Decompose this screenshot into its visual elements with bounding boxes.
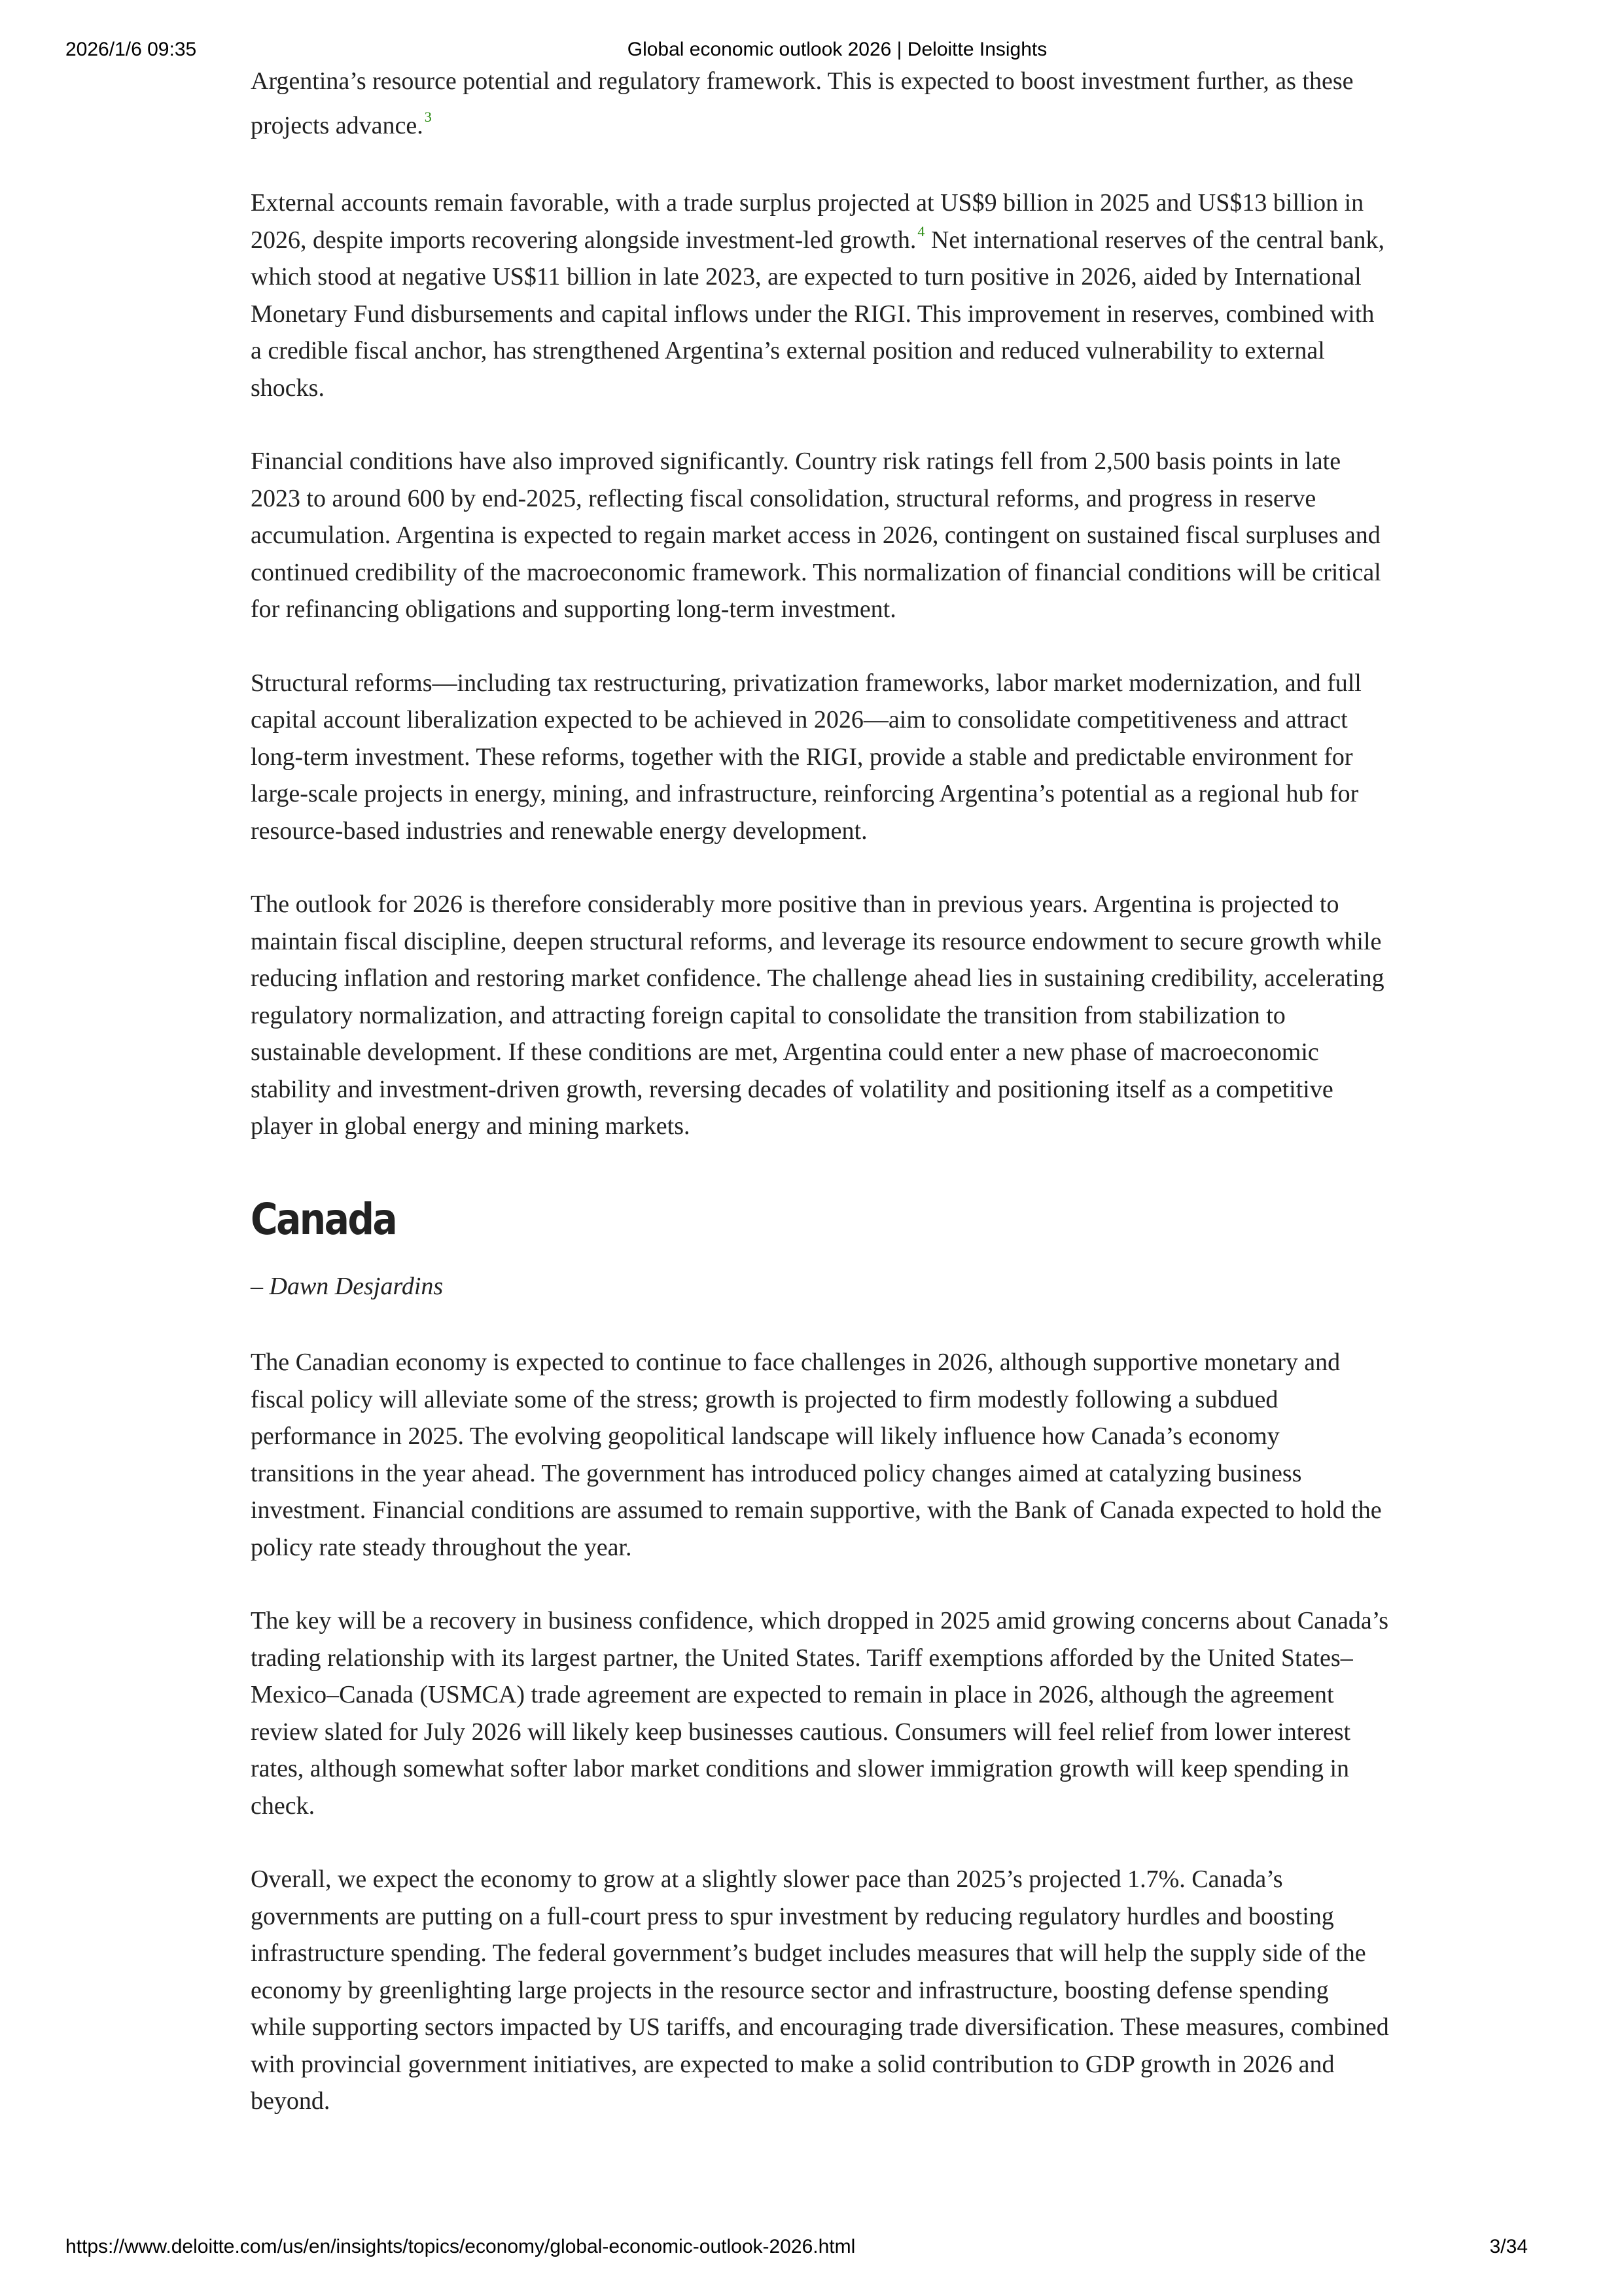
print-page-title: Global economic outlook 2026 | Deloitte Insights bbox=[627, 39, 1048, 60]
section-heading-canada: Canada bbox=[251, 1193, 397, 1245]
paragraph-canada-business-confidence: The key will be a recovery in business confidence, which dropped in 2025 amid growing concerns about Canada’s trading relationship with its largest partner, the United States. Tariff exemptions afforded by the United States–Mexico–Canada (USMCA) trade agreement are expected to remain in place in 2026, although the agreement review slated for July 2026 will likely keep businesses cautious. Consumers will feel relief from lower interest rates, although somewhat softer labor market conditions and slower immigration growth will keep spending in check. bbox=[251, 1607, 1389, 1820]
paragraph-text: Net international reserves of the central bank, which stood at negative US$11 billion in late 2023, are expected to turn positive in 2026, aided by International Monetary Fund disbursements and capital inflows under the RIGI. This improvement in reserves, combined with a credible fiscal anchor, has strengthened Argentina’s external position and reduced vulnerability to external shocks. bbox=[251, 226, 1385, 402]
print-source-url: https://www.deloitte.com/us/en/insights/topics/economy/global-economic-outlook-2026.html bbox=[65, 2236, 856, 2257]
footnote-link-4[interactable]: 4 bbox=[917, 222, 925, 239]
article-body bbox=[251, 59, 1389, 2157]
paragraph-canada-economy: The Canadian economy is expected to continue to face challenges in 2026, although supportive monetary and fiscal policy will alleviate some of the stress; growth is projected to firm modestly following a subdued performance in 2025. The evolving geopolitical landscape will likely influence how Canada’s economy transitions in the year ahead. The government has introduced policy changes aimed at catalyzing business investment. Financial conditions are assumed to remain supportive, with the Bank of Canada expected to hold the policy rate steady throughout the year. bbox=[251, 1349, 1382, 1561]
paragraph-argentina-outlook: The outlook for 2026 is therefore considerably more positive than in previous years. Argentina is projected to maintain fiscal discipline, deepen structural reforms, and leverage its resource endowment to secure growth while reducing inflation and restoring market confidence. The challenge ahead lies in sustaining credibility, accelerating regulatory normalization, and attracting foreign capital to consolidate the transition from stabilization to sustainable development. If these conditions are met, Argentina could enter a new phase of macroeconomic stability and investment-driven growth, reversing decades of volatility and positioning itself as a competitive player in global energy and mining markets. bbox=[251, 891, 1384, 1140]
footnote-link-3[interactable]: 3 bbox=[424, 109, 432, 126]
paragraph-text: External accounts remain favorable, with a trade surplus projected at US$9 billion in 2025 and US$13 billion in 2026, despite imports recovering alongside investment-led growth. bbox=[251, 189, 1364, 254]
page-number: 3/34 bbox=[1489, 2236, 1528, 2257]
print-datetime: 2026/1/6 09:35 bbox=[65, 39, 197, 60]
paragraph-argentina-resource bbox=[251, 59, 1389, 148]
author-byline: – Dawn Desjardins bbox=[251, 1272, 444, 1300]
print-footer bbox=[0, 2235, 1622, 2261]
paragraph-argentina-external-accounts bbox=[251, 185, 1389, 406]
paragraph-argentina-financial-conditions: Financial conditions have also improved significantly. Country risk ratings fell from 2,500 basis points in late 2023 to around 600 by end-2025, reflecting fiscal consolidation, structural reforms, and progress in reserve accumulation. Argentina is expected to regain market access in 2026, contingent on sustained fiscal surpluses and continued credibility of the macroeconomic framework. This normalization of financial conditions will be critical for refinancing obligations and supporting long-term investment. bbox=[251, 448, 1381, 623]
paragraph-text: Argentina’s resource potential and regulatory framework. This is expected to boost investment further, as these projects advance. bbox=[251, 67, 1354, 139]
paragraph-canada-growth-outlook: Overall, we expect the economy to grow at a slightly slower pace than 2025’s projected 1.7%. Canada’s governments are putting on a full-court press to spur investment by reducing regulatory hurdles and boosting infrastructure spending. The federal government’s budget includes measures that will help the supply side of the economy by greenlighting large projects in the resource sector and infrastructure, boosting defense spending while supporting sectors impacted by US tariffs, and encouraging trade diversification. These measures, combined with provincial government initiatives, are expected to make a solid contribution to GDP growth in 2026 and beyond. bbox=[251, 1865, 1389, 2115]
paragraph-argentina-structural-reforms: Structural reforms—including tax restructuring, privatization frameworks, labor market modernization, and full capital account liberalization expected to be achieved in 2026—aim to consolidate competitiveness and attract long-term investment. These reforms, together with the RIGI, provide a stable and predictable environment for large-scale projects in energy, mining, and infrastructure, reinforcing Argentina’s potential as a regional hub for resource-based industries and renewable energy development. bbox=[251, 669, 1362, 845]
